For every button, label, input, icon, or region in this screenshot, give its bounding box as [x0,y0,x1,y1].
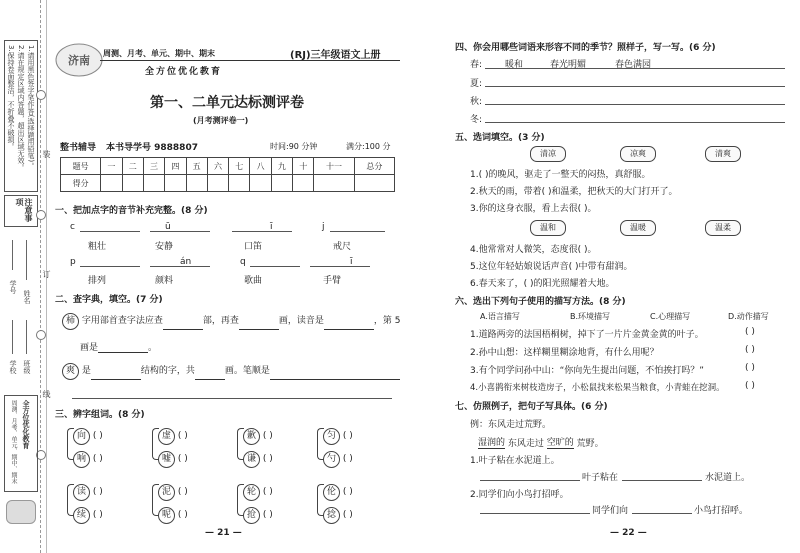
info-score: 满分:100 分 [346,142,391,151]
notes-box: 1.请用黑色签字笔作答(选择题用铅笔)。 2.请在规定区域内答题，超出区域无效。 3.保持卷面整洁，不折叠不破损。 [4,40,38,192]
header-edition: (RJ)三年级语文上册 [290,50,381,61]
answer-paren[interactable]: ( ) [745,327,755,337]
answer-paren[interactable]: ( ) [745,345,755,355]
fill-blank[interactable] [239,329,279,330]
word-tag: 凉爽 [620,146,656,162]
pinyin-blank[interactable] [150,231,210,232]
page-number-left: — 21 — [205,528,242,538]
q6-title: 六、选出下列句子使用的描写方法。(8 分) [455,297,626,307]
header-tags: 周测、月考、单元、期中、期末 [103,49,215,58]
spring-line[interactable] [485,68,785,69]
word-tag: 温暖 [620,220,656,236]
info-guide: 整书辅导 [60,143,97,153]
pinyin-blank[interactable] [250,266,300,267]
attention-box: 注意事项 [4,195,38,227]
q7-title: 七、仿照例子，把句子写具体。(6 分) [455,402,608,412]
binding-hole [36,90,46,100]
strip-brand-box: 周测、月考、单元、期中、期末 全方位优化教育 [4,395,38,492]
fill-blank[interactable] [163,329,203,330]
fill-blank[interactable] [98,352,148,353]
school-line [12,320,13,354]
cut-line [40,0,41,553]
number-line [12,240,13,270]
pinyin-blank[interactable] [80,266,140,267]
q4-title: 四、你会用哪些词语来形容不同的季节？照样子，写一写。(6 分) [455,43,716,53]
binding-hole [36,330,46,340]
page-title: 第一、二单元达标测评卷 [150,95,304,111]
summer-line[interactable] [485,86,785,87]
header-motto: 全方位优化教育 [145,67,223,77]
brand-logo [55,42,103,78]
page-subtitle: (月考测评卷一) [193,116,249,125]
info-time: 时间:90 分钟 [270,142,318,151]
rewrite-blank[interactable] [622,480,702,481]
svg-text:济南: 济南 [68,54,90,67]
pinyin-blank[interactable] [150,266,210,267]
score-table-score-row: 得分 [61,175,395,192]
logo-graphic [55,42,103,78]
pinyin-blank[interactable] [80,231,140,232]
header-rule [100,60,400,61]
fill-blank[interactable] [91,379,141,380]
word-tag: 温和 [530,220,566,236]
class-line [26,320,27,354]
answer-paren[interactable]: ( ) [745,381,755,391]
rewrite-blank[interactable] [480,513,590,514]
class-label: 班级 [23,360,31,374]
fill-blank[interactable] [195,379,225,380]
page-number-right: — 22 — [610,528,647,538]
pinyin-blank[interactable] [310,266,370,267]
stroke-order-line[interactable] [72,398,392,399]
answer-paren[interactable]: ( ) [745,363,755,373]
q1-title: 一、把加点字的音节补充完整。(8 分) [55,206,208,216]
fill-blank[interactable] [324,329,374,330]
student-number-label: 学号 [9,280,17,294]
char-circle: 柿 [62,313,79,330]
score-table [60,157,395,192]
rewrite-blank[interactable] [480,480,580,481]
rewrite-blank[interactable] [632,513,692,514]
pinyin-blank[interactable] [232,231,292,232]
pinyin-blank[interactable] [330,231,385,232]
name-label: 姓名 [23,290,31,304]
q5-title: 五、选词填空。(3 分) [455,133,545,143]
strip-logo [6,500,36,524]
autumn-line[interactable] [485,104,785,105]
char-circle: 爽 [62,363,79,380]
word-tag: 清爽 [705,146,741,162]
q2-title: 二、查字典，填空。(7 分) [55,295,163,305]
q3-title: 三、辨字组词。(8 分) [55,410,145,420]
word-tag: 清凉 [530,146,566,162]
fill-blank[interactable] [270,379,400,380]
score-table-header-row: 题号 一 二 三 四 五 六 七 八 九 十 十一 总分 [61,158,395,175]
word-tag: 温柔 [705,220,741,236]
name-line [26,240,27,280]
info-code: 本书导学号 9888807 [106,143,198,153]
winter-line[interactable] [485,122,785,123]
binding-hole [36,210,46,220]
school-label: 学校 [9,360,17,374]
